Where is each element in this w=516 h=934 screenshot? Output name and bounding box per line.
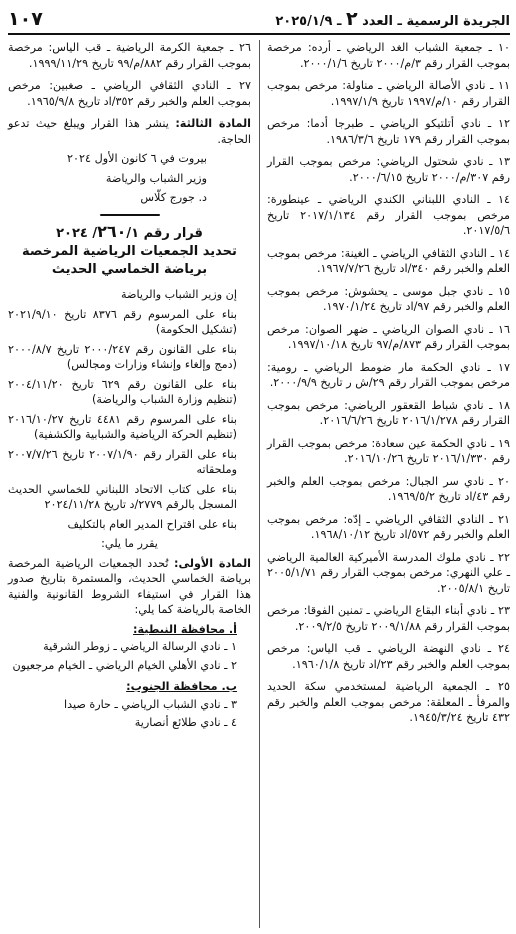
preamble-item: بناء على القانون رقم ٢٠٠٠/٢٤٧ تاريخ ٢٠٠٠/٨/٧ (دمج وإلغاء وإنشاء وزارات ومجالس)	[8, 342, 237, 371]
region-clubs	[8, 697, 251, 731]
club-entry: ١٤ ـ النادي اللبناني الكندي الرياضي ـ عينطورة: مرخص بموجب القرار رقم ٢٠١٧/١/١٣٤ تاريخ ٢٠١٧/٥/٦.	[267, 193, 510, 237]
region-title: أ. محافظة النبطية:	[133, 622, 237, 636]
article-three-text: ينشر هذا القرار ويبلغ حيث تدعو الحاجة.	[8, 117, 251, 146]
club-entry: ١٧ ـ نادي الحكمة مار ضومط الرياضي ـ رومية: مرخص بموجب القرار رقم ٢٩/ش ر تاريخ ٢٠٠٠/٩/٩.	[267, 360, 510, 389]
article-one	[8, 556, 251, 618]
region-clubs	[8, 639, 251, 673]
club-entry: ١٩ ـ نادي الحكمة عين سعادة: مرخص بموجب القرار رقم ٢٠١٦/١/٣٣٠ تاريخ ٢٠١٦/١٠/٢٦.	[267, 436, 510, 465]
issue-number: ٢	[346, 8, 358, 30]
club-entry: ٢١ ـ النادي الثقافي الرياضي ـ إدّه: مرخص بموجب العلم والخبر رقم ٥٧٢/اد تاريخ ١٩٦٨/١٠/١٢.	[267, 512, 510, 541]
decree-suffix: /١/ ٢٠٢٤	[56, 225, 140, 241]
club-item: ٤ ـ نادي طلائع أنصارية	[134, 716, 237, 729]
club-entry: ١٢ ـ نادي أتلتيكو الرياضي ـ طبرجا أدما: مرخص بموجب القرار رقم ١٧٩ تاريخ ١٩٨٦/٣/٦.	[267, 117, 510, 146]
page-number: ١٠٧	[8, 8, 43, 30]
right-column	[267, 40, 510, 733]
minister-title: وزير الشباب والرياضة	[105, 171, 207, 185]
gazette-title	[275, 8, 510, 30]
section-separator	[100, 212, 160, 218]
preamble-item: بناء على كتاب الاتحاد اللبناني للخماسي الحديث المسجل بالرقم ٢٧٧٩/د تاريخ ٢٠٢٤/١١/٢٨	[8, 482, 237, 511]
left-column	[8, 40, 251, 737]
club-entry: ١٥ ـ نادي جبل موسى ـ يحشوش: مرخص بموجب العلم والخبر رقم ٩٧/اد تاريخ ١٩٧٠/١/٢٤.	[267, 284, 510, 313]
club-entry: ٢٣ ـ نادي أبناء البقاع الرياضي ـ تمنين الفوقا: مرخص بموجب القرار رقم ٢٠٠٩/١/٨٨ تاريخ ٢٠٠٩/٢/٥.	[267, 604, 510, 633]
article-one-text: تُحدد الجمعيات الرياضية المرخصة برياضة الخماسي الحديث، والمستمرة بتاريخ صدور هذا القرار في استيفاء الشروط القانونية والفنية الخاصة بالرياضة كما يلي:	[8, 556, 251, 616]
gazette-name: الجريدة الرسمية ـ العدد	[362, 14, 510, 29]
decree-label: قرار رقم	[143, 225, 203, 241]
issue-date: ـ ٢٠٢٥/١/٩	[275, 14, 342, 29]
club-entry: ٢٧ ـ النادي الثقافي الرياضي ـ صغبين: مرخص بموجب العلم والخبر رقم ٣٥٢/اد تاريخ ١٩٦٥/٩/٨.	[8, 79, 251, 108]
page-header	[8, 4, 510, 35]
club-entry: ٢٠ ـ نادي سر الجبال: مرخص بموجب العلم والخبر رقم ٤٣/اد تاريخ ١٩٦٩/٥/٢.	[267, 474, 510, 503]
club-entry: ٢٤ ـ نادي النهضة الرياضي ـ قب الياس: مرخص بموجب العلم والخبر رقم ٢٣/اد تاريخ ١٩٦٠/١/٨.	[267, 642, 510, 671]
minister-name: د. جورج كلّاس	[140, 191, 207, 204]
preamble-item: بناء على المرسوم رقم ٨٣٧٦ تاريخ ٢٠٢١/٩/١٠ (تشكيل الحكومة)	[8, 307, 237, 336]
preamble-item: بناء على اقتراح المدير العام بالتكليف	[67, 517, 237, 531]
club-entry: ١٣ ـ نادي شحتول الرياضي: مرخص بموجب القرار رقم ٣٠٧/م/٢٠٠٠ تاريخ ٢٠٠٠/٦/١٥.	[267, 155, 510, 184]
club-entry: ١١ ـ نادي الأصالة الرياضي ـ مناولة: مرخص بموجب القرار رقم ١٠/م/١٩٩٧ تاريخ ١٩٩٧/١/٩.	[267, 79, 510, 108]
club-item: ٣ ـ نادي الشباب الرياضي ـ حارة صيدا	[63, 697, 237, 711]
club-entry: ١٨ ـ نادي شباط القعقور الرياضي: مرخص بموجب القرار رقم ٢٠١٦/١/٢٧٨ تاريخ ٢٠١٦/٦/٢٦.	[267, 398, 510, 427]
article-three-label: المادة الثالثة:	[175, 117, 252, 130]
decree-number: ٢٦٠	[97, 221, 127, 241]
club-item: ٢ ـ نادي الأهلي الخيام الرياضي ـ الخيام مرجعيون	[12, 658, 237, 672]
decree-subject: تحديد الجمعيات الرياضية المرخصة برياضة الخماسي الحديث	[22, 244, 237, 277]
preamble-item: بناء على القرار رقم ٢٠٠٧/١/٩٠ تاريخ ٢٠٠٧/٧/٢٦ وملحقاته	[8, 447, 237, 476]
decree-title	[8, 221, 251, 242]
column-divider	[259, 40, 260, 928]
decides-line: يقرر ما يلي:	[101, 537, 158, 550]
club-entry: ١٠ ـ جمعية الشباب الغد الرياضي ـ أرده: مرخصة بموجب القرار رقم ٣/م/٢٠٠٠ تاريخ ٢٠٠٠/١/٦.	[267, 41, 510, 70]
article-three	[8, 116, 251, 147]
place-date: بيروت في ٦ كانون الأول ٢٠٢٤	[67, 152, 207, 165]
club-entry: ١٤ ـ النادي الثقافي الرياضي ـ الغينة: مرخص بموجب العلم والخبر رقم ٣٤٠/اد تاريخ ١٩٦٧/٧/٢٦.	[267, 246, 510, 275]
region-title: ب. محافظة الجنوب:	[126, 680, 237, 693]
preamble-item: بناء على المرسوم رقم ٤٤٨١ تاريخ ٢٠١٦/١٠/٢٧ (تنظيم الحركة الرياضية والشبابية والكشفية)	[8, 412, 237, 441]
club-entry: ٢٥ ـ الجمعية الرياضية لمستخدمي سكة الحديد والمرفأ ـ المعلقة: مرخص بموجب العلم والخبر رقم ٤٣٢ تاريخ ١٩٤٥/٣/٢٤.	[267, 680, 510, 724]
club-entry: ١٦ ـ نادي الصوان الرياضي ـ ضهر الصوان: مرخص بموجب القرار رقم ٨٧٣/م/٩٧ تاريخ ١٩٩٧/١٠/١٨.	[267, 322, 510, 351]
article-one-label: المادة الأولى:	[173, 556, 251, 570]
club-entry: ٢٦ ـ جمعية الكرمة الرياضية ـ قب الياس: مرخصة بموجب القرار رقم ٨٨٢/م/٩٩ تاريخ ١٩٩٩/١١/٢٩.	[8, 41, 251, 70]
decree-intro: إن وزير الشباب والرياضة	[120, 288, 237, 301]
club-item: ١ ـ نادي الرسالة الرياضي ـ زوطر الشرقية	[43, 640, 237, 653]
club-entry: ٢٢ ـ نادي ملوك المدرسة الأميركية العالمية الرياضي ـ علي النهري: مرخص بموجب القرار رقم ٢٠٠٥/١/٧١ تاريخ ٢٠٠٥/٨/١.	[267, 550, 510, 595]
preamble-item: بناء على القانون رقم ٦٢٩ تاريخ ٢٠٠٤/١١/٢٠ (تنظيم وزارة الشباب والرياضة)	[8, 377, 238, 406]
